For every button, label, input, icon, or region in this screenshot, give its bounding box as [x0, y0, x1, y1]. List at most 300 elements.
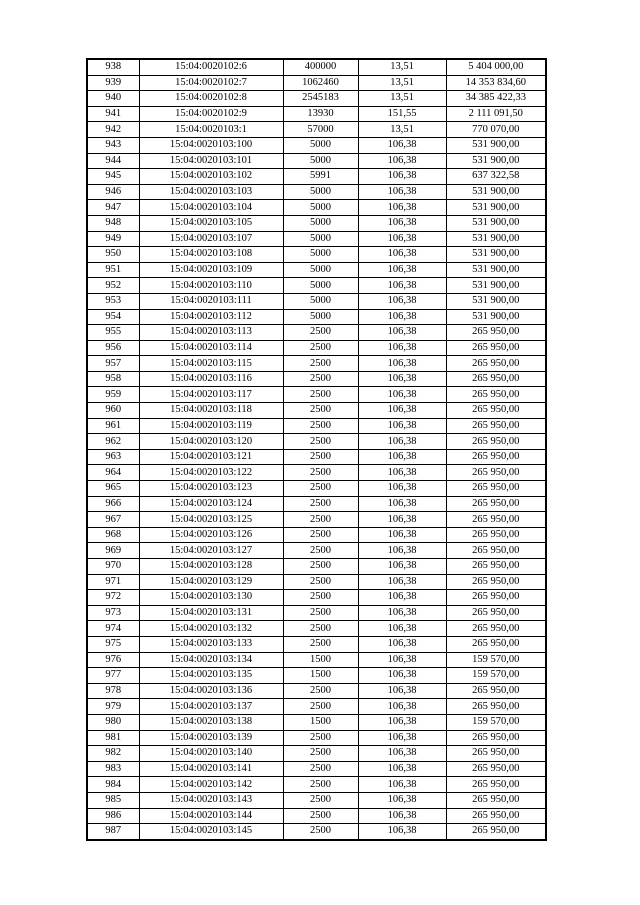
- row-number-cell: 962: [87, 434, 139, 450]
- cadastral-value-cell: 34 385 422,33: [446, 91, 546, 107]
- table-body: [87, 59, 546, 840]
- cadastral-value-cell: 265 950,00: [446, 590, 546, 606]
- unit-value-cell: 106,38: [358, 636, 446, 652]
- cadastral-value-cell: 265 950,00: [446, 730, 546, 746]
- unit-value-cell: 106,38: [358, 403, 446, 419]
- cadastral-number-cell: 15:04:0020103:119: [139, 418, 283, 434]
- cadastral-value-cell: 531 900,00: [446, 200, 546, 216]
- unit-value-cell: 13,51: [358, 75, 446, 91]
- cadastral-number-cell: 15:04:0020103:131: [139, 605, 283, 621]
- cadastral-number-cell: 15:04:0020102:7: [139, 75, 283, 91]
- cadastral-number-cell: 15:04:0020103:144: [139, 808, 283, 824]
- area-cell: 5000: [283, 184, 358, 200]
- unit-value-cell: 106,38: [358, 387, 446, 403]
- cadastral-number-cell: 15:04:0020102:6: [139, 59, 283, 75]
- cadastral-number-cell: 15:04:0020103:125: [139, 512, 283, 528]
- table-row: [87, 621, 546, 637]
- unit-value-cell: 106,38: [358, 169, 446, 185]
- cadastral-value-cell: 265 950,00: [446, 543, 546, 559]
- table-row: [87, 481, 546, 497]
- row-number-cell: 970: [87, 559, 139, 575]
- cadastral-value-cell: 265 950,00: [446, 356, 546, 372]
- table-row: [87, 293, 546, 309]
- cadastral-number-cell: 15:04:0020103:121: [139, 449, 283, 465]
- row-number-cell: 981: [87, 730, 139, 746]
- area-cell: 2500: [283, 808, 358, 824]
- row-number-cell: 976: [87, 652, 139, 668]
- area-cell: 2500: [283, 340, 358, 356]
- unit-value-cell: 106,38: [358, 496, 446, 512]
- row-number-cell: 983: [87, 761, 139, 777]
- cadastral-value-cell: 265 950,00: [446, 434, 546, 450]
- table-row: [87, 449, 546, 465]
- table-row: [87, 590, 546, 606]
- table-row: [87, 75, 546, 91]
- row-number-cell: 944: [87, 153, 139, 169]
- table-row: [87, 418, 546, 434]
- cadastral-value-cell: 265 950,00: [446, 418, 546, 434]
- area-cell: 2500: [283, 449, 358, 465]
- row-number-cell: 974: [87, 621, 139, 637]
- table-row: [87, 59, 546, 75]
- row-number-cell: 985: [87, 792, 139, 808]
- unit-value-cell: 106,38: [358, 231, 446, 247]
- unit-value-cell: 13,51: [358, 91, 446, 107]
- unit-value-cell: 106,38: [358, 746, 446, 762]
- table-row: [87, 808, 546, 824]
- area-cell: 5000: [283, 247, 358, 263]
- unit-value-cell: 106,38: [358, 527, 446, 543]
- cadastral-value-cell: 637 322,58: [446, 169, 546, 185]
- row-number-cell: 955: [87, 325, 139, 341]
- unit-value-cell: 106,38: [358, 543, 446, 559]
- row-number-cell: 956: [87, 340, 139, 356]
- area-cell: 2500: [283, 792, 358, 808]
- cadastral-number-cell: 15:04:0020103:124: [139, 496, 283, 512]
- row-number-cell: 961: [87, 418, 139, 434]
- table-row: [87, 605, 546, 621]
- area-cell: 5000: [283, 231, 358, 247]
- unit-value-cell: 106,38: [358, 340, 446, 356]
- cadastral-value-cell: 265 950,00: [446, 527, 546, 543]
- table-row: [87, 699, 546, 715]
- cadastral-number-cell: 15:04:0020103:110: [139, 278, 283, 294]
- cadastral-number-cell: 15:04:0020103:143: [139, 792, 283, 808]
- cadastral-value-cell: 265 950,00: [446, 621, 546, 637]
- cadastral-value-cell: 159 570,00: [446, 668, 546, 684]
- unit-value-cell: 106,38: [358, 247, 446, 263]
- unit-value-cell: 151,55: [358, 106, 446, 122]
- cadastral-value-cell: 265 950,00: [446, 808, 546, 824]
- unit-value-cell: 106,38: [358, 278, 446, 294]
- unit-value-cell: 106,38: [358, 262, 446, 278]
- table-row: [87, 215, 546, 231]
- table-row: [87, 371, 546, 387]
- cadastral-value-cell: 5 404 000,00: [446, 59, 546, 75]
- table-row: [87, 730, 546, 746]
- area-cell: 2500: [283, 371, 358, 387]
- cadastral-number-cell: 15:04:0020103:133: [139, 636, 283, 652]
- table-row: [87, 309, 546, 325]
- unit-value-cell: 13,51: [358, 59, 446, 75]
- unit-value-cell: 106,38: [358, 434, 446, 450]
- area-cell: 2500: [283, 356, 358, 372]
- cadastral-number-cell: 15:04:0020103:100: [139, 137, 283, 153]
- table-row: [87, 153, 546, 169]
- area-cell: 2500: [283, 777, 358, 793]
- cadastral-number-cell: 15:04:0020103:140: [139, 746, 283, 762]
- unit-value-cell: 106,38: [358, 652, 446, 668]
- row-number-cell: 987: [87, 824, 139, 840]
- cadastral-number-cell: 15:04:0020103:111: [139, 293, 283, 309]
- area-cell: 57000: [283, 122, 358, 138]
- table-row: [87, 106, 546, 122]
- row-number-cell: 965: [87, 481, 139, 497]
- row-number-cell: 942: [87, 122, 139, 138]
- cadastral-value-cell: 265 950,00: [446, 340, 546, 356]
- area-cell: 2500: [283, 746, 358, 762]
- area-cell: 2500: [283, 761, 358, 777]
- cadastral-value-cell: 159 570,00: [446, 652, 546, 668]
- cadastral-value-cell: 14 353 834,60: [446, 75, 546, 91]
- cadastral-number-cell: 15:04:0020103:105: [139, 215, 283, 231]
- cadastral-number-cell: 15:04:0020103:122: [139, 465, 283, 481]
- area-cell: 2500: [283, 465, 358, 481]
- cadastral-value-table: [86, 58, 547, 841]
- area-cell: 2500: [283, 496, 358, 512]
- cadastral-value-cell: 265 950,00: [446, 559, 546, 575]
- area-cell: 2500: [283, 543, 358, 559]
- row-number-cell: 958: [87, 371, 139, 387]
- row-number-cell: 945: [87, 169, 139, 185]
- cadastral-value-cell: 2 111 091,50: [446, 106, 546, 122]
- row-number-cell: 938: [87, 59, 139, 75]
- cadastral-number-cell: 15:04:0020103:139: [139, 730, 283, 746]
- area-cell: 5000: [283, 153, 358, 169]
- cadastral-value-cell: 265 950,00: [446, 792, 546, 808]
- area-cell: 5000: [283, 200, 358, 216]
- cadastral-number-cell: 15:04:0020103:141: [139, 761, 283, 777]
- cadastral-value-cell: 265 950,00: [446, 824, 546, 840]
- area-cell: 2500: [283, 621, 358, 637]
- area-cell: 1500: [283, 652, 358, 668]
- cadastral-number-cell: 15:04:0020103:123: [139, 481, 283, 497]
- cadastral-value-cell: 265 950,00: [446, 746, 546, 762]
- cadastral-value-cell: 265 950,00: [446, 605, 546, 621]
- unit-value-cell: 106,38: [358, 683, 446, 699]
- row-number-cell: 975: [87, 636, 139, 652]
- table-row: [87, 200, 546, 216]
- row-number-cell: 959: [87, 387, 139, 403]
- cadastral-number-cell: 15:04:0020103:130: [139, 590, 283, 606]
- cadastral-value-cell: 531 900,00: [446, 293, 546, 309]
- row-number-cell: 940: [87, 91, 139, 107]
- cadastral-number-cell: 15:04:0020103:132: [139, 621, 283, 637]
- area-cell: 2500: [283, 527, 358, 543]
- cadastral-number-cell: 15:04:0020103:136: [139, 683, 283, 699]
- unit-value-cell: 106,38: [358, 777, 446, 793]
- area-cell: 2500: [283, 730, 358, 746]
- cadastral-value-cell: 265 950,00: [446, 387, 546, 403]
- table-row: [87, 403, 546, 419]
- row-number-cell: 953: [87, 293, 139, 309]
- area-cell: 1500: [283, 714, 358, 730]
- area-cell: 2500: [283, 605, 358, 621]
- row-number-cell: 950: [87, 247, 139, 263]
- unit-value-cell: 106,38: [358, 824, 446, 840]
- cadastral-number-cell: 15:04:0020103:113: [139, 325, 283, 341]
- table-row: [87, 496, 546, 512]
- unit-value-cell: 106,38: [358, 730, 446, 746]
- unit-value-cell: 106,38: [358, 559, 446, 575]
- cadastral-number-cell: 15:04:0020103:1: [139, 122, 283, 138]
- cadastral-number-cell: 15:04:0020103:135: [139, 668, 283, 684]
- cadastral-number-cell: 15:04:0020103:134: [139, 652, 283, 668]
- cadastral-value-cell: 265 950,00: [446, 699, 546, 715]
- area-cell: 5000: [283, 262, 358, 278]
- table-row: [87, 465, 546, 481]
- area-cell: 2500: [283, 418, 358, 434]
- area-cell: 2500: [283, 559, 358, 575]
- cadastral-number-cell: 15:04:0020103:145: [139, 824, 283, 840]
- cadastral-number-cell: 15:04:0020103:116: [139, 371, 283, 387]
- cadastral-value-cell: 159 570,00: [446, 714, 546, 730]
- unit-value-cell: 106,38: [358, 808, 446, 824]
- cadastral-number-cell: 15:04:0020103:115: [139, 356, 283, 372]
- cadastral-value-cell: 265 950,00: [446, 481, 546, 497]
- area-cell: 2500: [283, 481, 358, 497]
- row-number-cell: 963: [87, 449, 139, 465]
- cadastral-number-cell: 15:04:0020103:102: [139, 169, 283, 185]
- cadastral-value-cell: 531 900,00: [446, 153, 546, 169]
- cadastral-number-cell: 15:04:0020103:104: [139, 200, 283, 216]
- unit-value-cell: 106,38: [358, 153, 446, 169]
- row-number-cell: 971: [87, 574, 139, 590]
- table-row: [87, 652, 546, 668]
- area-cell: 1500: [283, 668, 358, 684]
- unit-value-cell: 106,38: [358, 356, 446, 372]
- cadastral-value-cell: 531 900,00: [446, 278, 546, 294]
- cadastral-value-cell: 265 950,00: [446, 761, 546, 777]
- row-number-cell: 948: [87, 215, 139, 231]
- row-number-cell: 947: [87, 200, 139, 216]
- cadastral-value-cell: 265 950,00: [446, 403, 546, 419]
- document-page: [86, 58, 547, 841]
- cadastral-value-cell: 770 070,00: [446, 122, 546, 138]
- row-number-cell: 969: [87, 543, 139, 559]
- area-cell: 5000: [283, 278, 358, 294]
- area-cell: 2500: [283, 434, 358, 450]
- cadastral-number-cell: 15:04:0020103:126: [139, 527, 283, 543]
- unit-value-cell: 106,38: [358, 668, 446, 684]
- cadastral-number-cell: 15:04:0020103:129: [139, 574, 283, 590]
- cadastral-value-cell: 531 900,00: [446, 184, 546, 200]
- area-cell: 2500: [283, 636, 358, 652]
- cadastral-value-cell: 531 900,00: [446, 247, 546, 263]
- area-cell: 2500: [283, 403, 358, 419]
- area-cell: 13930: [283, 106, 358, 122]
- area-cell: 5991: [283, 169, 358, 185]
- unit-value-cell: 106,38: [358, 137, 446, 153]
- table-row: [87, 247, 546, 263]
- table-row: [87, 527, 546, 543]
- unit-value-cell: 106,38: [358, 590, 446, 606]
- area-cell: 2500: [283, 590, 358, 606]
- cadastral-number-cell: 15:04:0020103:128: [139, 559, 283, 575]
- unit-value-cell: 106,38: [358, 512, 446, 528]
- cadastral-value-cell: 531 900,00: [446, 231, 546, 247]
- unit-value-cell: 106,38: [358, 309, 446, 325]
- table-row: [87, 137, 546, 153]
- cadastral-value-cell: 265 950,00: [446, 371, 546, 387]
- cadastral-number-cell: 15:04:0020103:108: [139, 247, 283, 263]
- unit-value-cell: 106,38: [358, 465, 446, 481]
- table-row: [87, 91, 546, 107]
- row-number-cell: 954: [87, 309, 139, 325]
- table-row: [87, 574, 546, 590]
- row-number-cell: 978: [87, 683, 139, 699]
- cadastral-value-cell: 265 950,00: [446, 512, 546, 528]
- cadastral-number-cell: 15:04:0020103:120: [139, 434, 283, 450]
- area-cell: 2500: [283, 824, 358, 840]
- row-number-cell: 964: [87, 465, 139, 481]
- table-row: [87, 512, 546, 528]
- unit-value-cell: 106,38: [358, 449, 446, 465]
- unit-value-cell: 106,38: [358, 200, 446, 216]
- table-row: [87, 777, 546, 793]
- unit-value-cell: 13,51: [358, 122, 446, 138]
- table-row: [87, 325, 546, 341]
- unit-value-cell: 106,38: [358, 714, 446, 730]
- cadastral-value-cell: 265 950,00: [446, 449, 546, 465]
- cadastral-value-cell: 531 900,00: [446, 309, 546, 325]
- unit-value-cell: 106,38: [358, 621, 446, 637]
- cadastral-value-cell: 531 900,00: [446, 137, 546, 153]
- unit-value-cell: 106,38: [358, 792, 446, 808]
- cadastral-value-cell: 531 900,00: [446, 215, 546, 231]
- cadastral-number-cell: 15:04:0020103:118: [139, 403, 283, 419]
- cadastral-value-cell: 265 950,00: [446, 683, 546, 699]
- unit-value-cell: 106,38: [358, 293, 446, 309]
- cadastral-number-cell: 15:04:0020103:138: [139, 714, 283, 730]
- unit-value-cell: 106,38: [358, 605, 446, 621]
- table-row: [87, 169, 546, 185]
- area-cell: 5000: [283, 215, 358, 231]
- cadastral-value-cell: 265 950,00: [446, 636, 546, 652]
- area-cell: 2500: [283, 512, 358, 528]
- row-number-cell: 966: [87, 496, 139, 512]
- row-number-cell: 952: [87, 278, 139, 294]
- row-number-cell: 980: [87, 714, 139, 730]
- cadastral-value-cell: 531 900,00: [446, 262, 546, 278]
- table-row: [87, 231, 546, 247]
- table-row: [87, 559, 546, 575]
- table-row: [87, 356, 546, 372]
- unit-value-cell: 106,38: [358, 371, 446, 387]
- cadastral-number-cell: 15:04:0020103:137: [139, 699, 283, 715]
- table-row: [87, 824, 546, 840]
- area-cell: 2545183: [283, 91, 358, 107]
- area-cell: 2500: [283, 683, 358, 699]
- table-row: [87, 714, 546, 730]
- table-row: [87, 683, 546, 699]
- row-number-cell: 943: [87, 137, 139, 153]
- table-row: [87, 636, 546, 652]
- unit-value-cell: 106,38: [358, 325, 446, 341]
- cadastral-value-cell: 265 950,00: [446, 496, 546, 512]
- row-number-cell: 941: [87, 106, 139, 122]
- cadastral-number-cell: 15:04:0020103:117: [139, 387, 283, 403]
- table-row: [87, 340, 546, 356]
- table-row: [87, 122, 546, 138]
- unit-value-cell: 106,38: [358, 418, 446, 434]
- row-number-cell: 977: [87, 668, 139, 684]
- table-row: [87, 668, 546, 684]
- row-number-cell: 939: [87, 75, 139, 91]
- row-number-cell: 982: [87, 746, 139, 762]
- cadastral-value-cell: 265 950,00: [446, 777, 546, 793]
- table-row: [87, 543, 546, 559]
- row-number-cell: 979: [87, 699, 139, 715]
- area-cell: 2500: [283, 699, 358, 715]
- row-number-cell: 986: [87, 808, 139, 824]
- row-number-cell: 968: [87, 527, 139, 543]
- area-cell: 2500: [283, 387, 358, 403]
- cadastral-value-cell: 265 950,00: [446, 574, 546, 590]
- cadastral-number-cell: 15:04:0020102:9: [139, 106, 283, 122]
- cadastral-number-cell: 15:04:0020103:114: [139, 340, 283, 356]
- cadastral-value-cell: 265 950,00: [446, 465, 546, 481]
- area-cell: 2500: [283, 325, 358, 341]
- area-cell: 5000: [283, 309, 358, 325]
- cadastral-number-cell: 15:04:0020103:107: [139, 231, 283, 247]
- row-number-cell: 967: [87, 512, 139, 528]
- area-cell: 1062460: [283, 75, 358, 91]
- table-row: [87, 792, 546, 808]
- unit-value-cell: 106,38: [358, 574, 446, 590]
- row-number-cell: 973: [87, 605, 139, 621]
- row-number-cell: 949: [87, 231, 139, 247]
- cadastral-number-cell: 15:04:0020103:101: [139, 153, 283, 169]
- row-number-cell: 951: [87, 262, 139, 278]
- area-cell: 400000: [283, 59, 358, 75]
- unit-value-cell: 106,38: [358, 761, 446, 777]
- area-cell: 5000: [283, 293, 358, 309]
- cadastral-value-cell: 265 950,00: [446, 325, 546, 341]
- row-number-cell: 946: [87, 184, 139, 200]
- table-row: [87, 184, 546, 200]
- table-row: [87, 746, 546, 762]
- row-number-cell: 984: [87, 777, 139, 793]
- unit-value-cell: 106,38: [358, 215, 446, 231]
- table-row: [87, 262, 546, 278]
- table-row: [87, 387, 546, 403]
- row-number-cell: 957: [87, 356, 139, 372]
- table-row: [87, 278, 546, 294]
- table-row: [87, 761, 546, 777]
- cadastral-number-cell: 15:04:0020103:103: [139, 184, 283, 200]
- cadastral-number-cell: 15:04:0020103:127: [139, 543, 283, 559]
- unit-value-cell: 106,38: [358, 184, 446, 200]
- cadastral-number-cell: 15:04:0020102:8: [139, 91, 283, 107]
- unit-value-cell: 106,38: [358, 481, 446, 497]
- cadastral-number-cell: 15:04:0020103:112: [139, 309, 283, 325]
- row-number-cell: 960: [87, 403, 139, 419]
- row-number-cell: 972: [87, 590, 139, 606]
- area-cell: 5000: [283, 137, 358, 153]
- cadastral-number-cell: 15:04:0020103:142: [139, 777, 283, 793]
- unit-value-cell: 106,38: [358, 699, 446, 715]
